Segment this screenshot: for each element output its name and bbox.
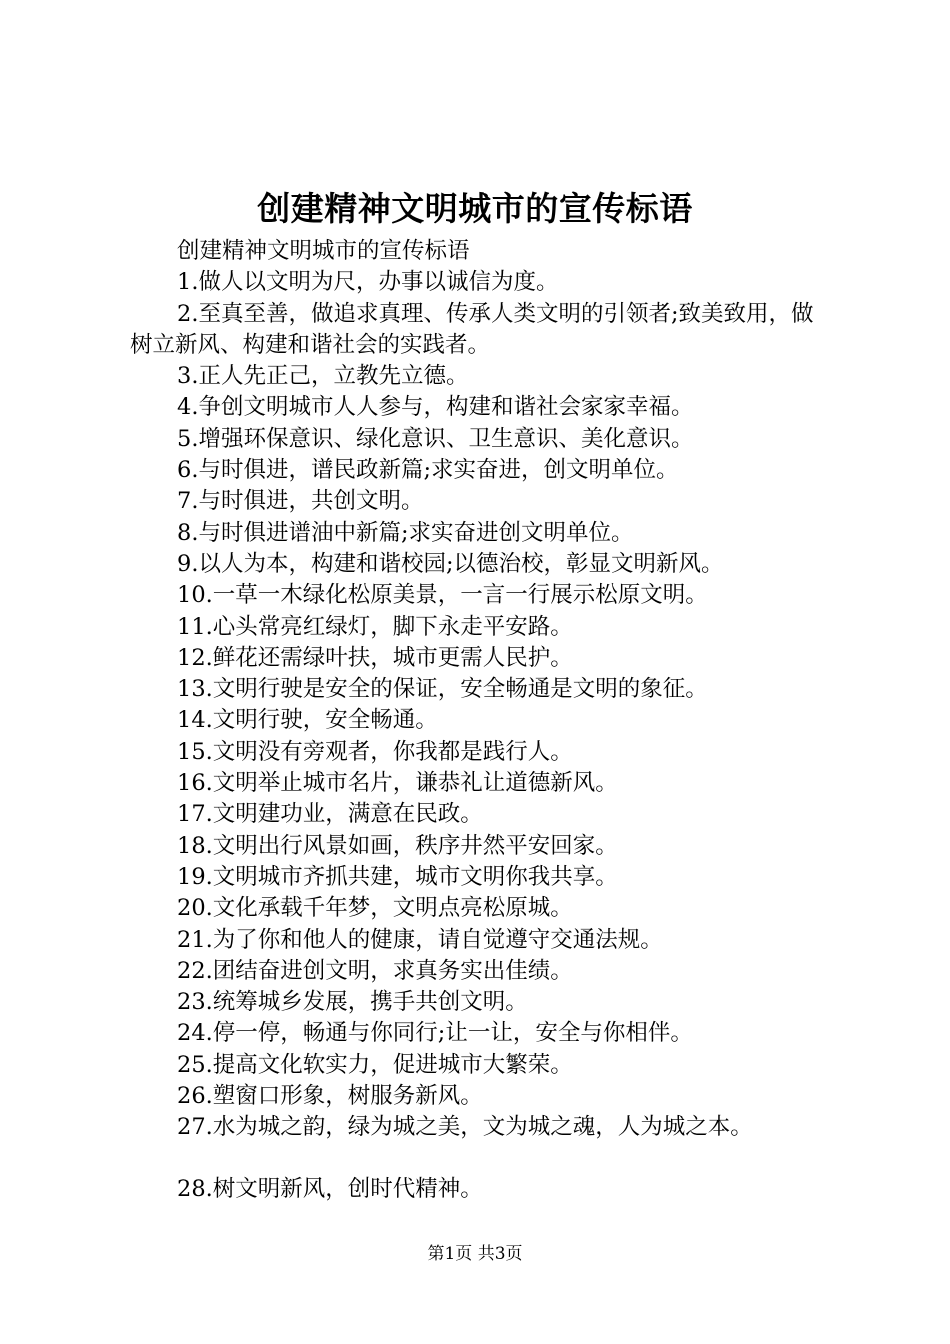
- paragraph-spacer: [130, 1144, 835, 1174]
- slogan-item: 7.与时俱进，共创文明。: [177, 488, 424, 515]
- document-title: 创建精神文明城市的宣传标语: [257, 189, 693, 228]
- slogan-item: 17.文明建功业，满意在民政。: [177, 801, 483, 828]
- slogan-item: 28.树文明新风，创时代精神。: [177, 1175, 483, 1202]
- slogan-item: 25.提高文化软实力，促进城市大繁荣。: [177, 1051, 573, 1078]
- slogan-item: 24.停一停，畅通与你同行;让一让，安全与你相伴。: [177, 1020, 693, 1047]
- slogan-item: 13.文明行驶是安全的保证，安全畅通是文明的象征。: [177, 676, 708, 703]
- slogan-item: 2.至真至善，做追求真理、传承人类文明的引领者;致美致用，做树立新风、构建和谐社会的实践者。: [130, 300, 814, 358]
- slogan-item: 19.文明城市齐抓共建，城市文明你我共享。: [177, 863, 618, 890]
- slogan-item: 26.塑窗口形象，树服务新风。: [177, 1083, 483, 1110]
- slogan-item: 22.团结奋进创文明，求真务实出佳绩。: [177, 957, 573, 984]
- document-subtitle: 创建精神文明城市的宣传标语: [177, 238, 470, 264]
- slogan-item: 5.增强环保意识、绿化意识、卫生意识、美化意识。: [177, 425, 694, 452]
- slogan-item: 18.文明出行风景如画，秩序井然平安回家。: [177, 832, 618, 859]
- slogan-item: 3.正人先正己，立教先立德。: [177, 363, 469, 390]
- document-body: [130, 236, 835, 1205]
- slogan-item: 21.为了你和他人的健康，请自觉遵守交通法规。: [177, 926, 663, 953]
- slogan-item: 10.一草一木绿化松原美景，一言一行展示松原文明。: [177, 582, 708, 609]
- slogan-item: 12.鲜花还需绿叶扶，城市更需人民护。: [177, 644, 573, 671]
- slogan-item: 20.文化承载千年梦，文明点亮松原城。: [177, 895, 573, 922]
- slogan-item: 1.做人以文明为尺，办事以诚信为度。: [177, 269, 559, 296]
- slogan-item: 14.文明行驶，安全畅通。: [177, 707, 438, 734]
- slogan-item: 15.文明没有旁观者，你我都是践行人。: [177, 738, 573, 765]
- slogan-item: 6.与时俱进，谱民政新篇;求实奋进，创文明单位。: [177, 457, 679, 484]
- slogan-item: 27.水为城之韵，绿为城之美，文为城之魂，人为城之本。: [177, 1114, 753, 1141]
- page-footer: 第1页 共3页: [427, 1244, 523, 1264]
- slogan-item: 16.文明举止城市名片，谦恭礼让道德新风。: [177, 770, 618, 797]
- slogan-item: 8.与时俱进谱油中新篇;求实奋进创文明单位。: [177, 519, 634, 546]
- slogan-item: 4.争创文明城市人人参与，构建和谐社会家家幸福。: [177, 394, 694, 421]
- slogan-item: 9.以人为本，构建和谐校园;以德治校，彰显文明新风。: [177, 550, 724, 577]
- slogan-item: 23.统筹城乡发展，携手共创文明。: [177, 989, 528, 1016]
- slogan-item: 11.心头常亮红绿灯，脚下永走平安路。: [177, 613, 573, 640]
